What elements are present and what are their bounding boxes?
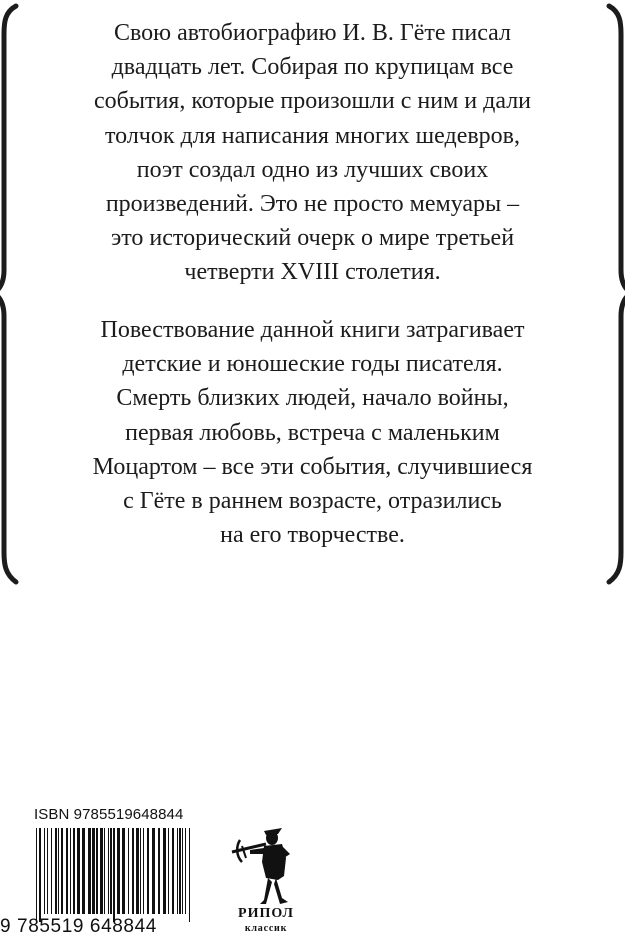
barcode-bar bbox=[96, 828, 98, 914]
annotation-paragraph-2 bbox=[40, 313, 585, 552]
isbn-label: ISBN 9785519648844 bbox=[34, 806, 184, 823]
barcode-icon bbox=[34, 828, 196, 922]
barcode-bar bbox=[152, 828, 155, 914]
barcode-bar bbox=[104, 828, 105, 914]
barcode-bar bbox=[147, 828, 149, 914]
annotation-line: Свою автобиографию И. В. Гёте писал bbox=[113, 20, 512, 46]
barcode-bar bbox=[66, 828, 68, 914]
barcode-bar bbox=[36, 828, 37, 922]
annotation-line: толчок для написания многих шедевров, bbox=[104, 122, 521, 149]
barcode-bar bbox=[136, 828, 139, 914]
annotation-line: Моцартом – все эти события, случившиеся bbox=[92, 453, 533, 480]
barcode-bar bbox=[122, 828, 125, 914]
barcode-bar bbox=[172, 828, 174, 914]
barcode-bar bbox=[189, 828, 190, 922]
annotation-line: это исторический очерк о мире третьей bbox=[110, 225, 515, 252]
barcode-bar bbox=[73, 828, 75, 914]
barcode-bar bbox=[44, 828, 45, 914]
annotation-line: двадцать лет. Собирая по крупицам все bbox=[111, 54, 514, 81]
barcode-bar bbox=[77, 828, 80, 914]
barcode-bar bbox=[58, 828, 59, 914]
barcode-bar bbox=[61, 828, 63, 914]
barcode-bar bbox=[158, 828, 160, 914]
right-bracket-ornament bbox=[609, 6, 625, 582]
annotation-line: поэт создал одно из лучших своих bbox=[136, 156, 489, 183]
barcode-bar bbox=[108, 828, 109, 914]
barcode-bar bbox=[163, 828, 166, 914]
barcode-bar bbox=[132, 828, 134, 914]
barcode-bar bbox=[185, 828, 186, 914]
annotation-line: детские и юношеские годы писателя. bbox=[122, 351, 503, 378]
barcode-bar bbox=[143, 828, 144, 914]
annotation-line: четверти XVIII столетия. bbox=[184, 259, 441, 286]
annotation-line: первая любовь, встреча с маленьким bbox=[125, 419, 500, 446]
annotation-line: на его творчестве. bbox=[220, 522, 405, 549]
barcode-digits: 9 785519 648844 bbox=[0, 916, 157, 937]
annotation-line: события, которые произошли с ним и дали bbox=[93, 88, 532, 115]
barcode-bar bbox=[168, 828, 169, 914]
barcode-bar bbox=[70, 828, 71, 914]
barcode-bar bbox=[51, 828, 52, 914]
annotation-line: Смерть близких людей, начало войны, bbox=[116, 385, 509, 412]
annotation-line: Повествование данной книги затрагивает bbox=[100, 317, 525, 343]
barcode-bar bbox=[47, 828, 48, 914]
publisher-name: РИПОЛ bbox=[238, 906, 294, 921]
barcode-bar bbox=[140, 828, 141, 914]
barcode-bar bbox=[110, 828, 112, 914]
annotation-line: произведений. Это не просто мемуары – bbox=[105, 191, 520, 218]
barcode-bar bbox=[128, 828, 129, 914]
barcode-bar bbox=[92, 828, 95, 914]
annotation-paragraph-1 bbox=[40, 16, 585, 290]
barcode-bar bbox=[117, 828, 120, 914]
barcode-bar bbox=[39, 828, 41, 922]
barcode-bar bbox=[55, 828, 57, 914]
annotation-line: с Гёте в раннем возрасте, отразились bbox=[123, 488, 502, 515]
barcode-bar bbox=[113, 828, 115, 922]
publisher-subtitle: классик bbox=[244, 923, 288, 934]
barcode-bar bbox=[177, 828, 178, 914]
barcode-bar bbox=[88, 828, 91, 914]
left-bracket-ornament bbox=[0, 6, 16, 582]
barcode-bar bbox=[82, 828, 85, 914]
barcode-bar bbox=[182, 828, 183, 914]
barcode-bar bbox=[179, 828, 181, 914]
barcode-bar bbox=[100, 828, 103, 914]
